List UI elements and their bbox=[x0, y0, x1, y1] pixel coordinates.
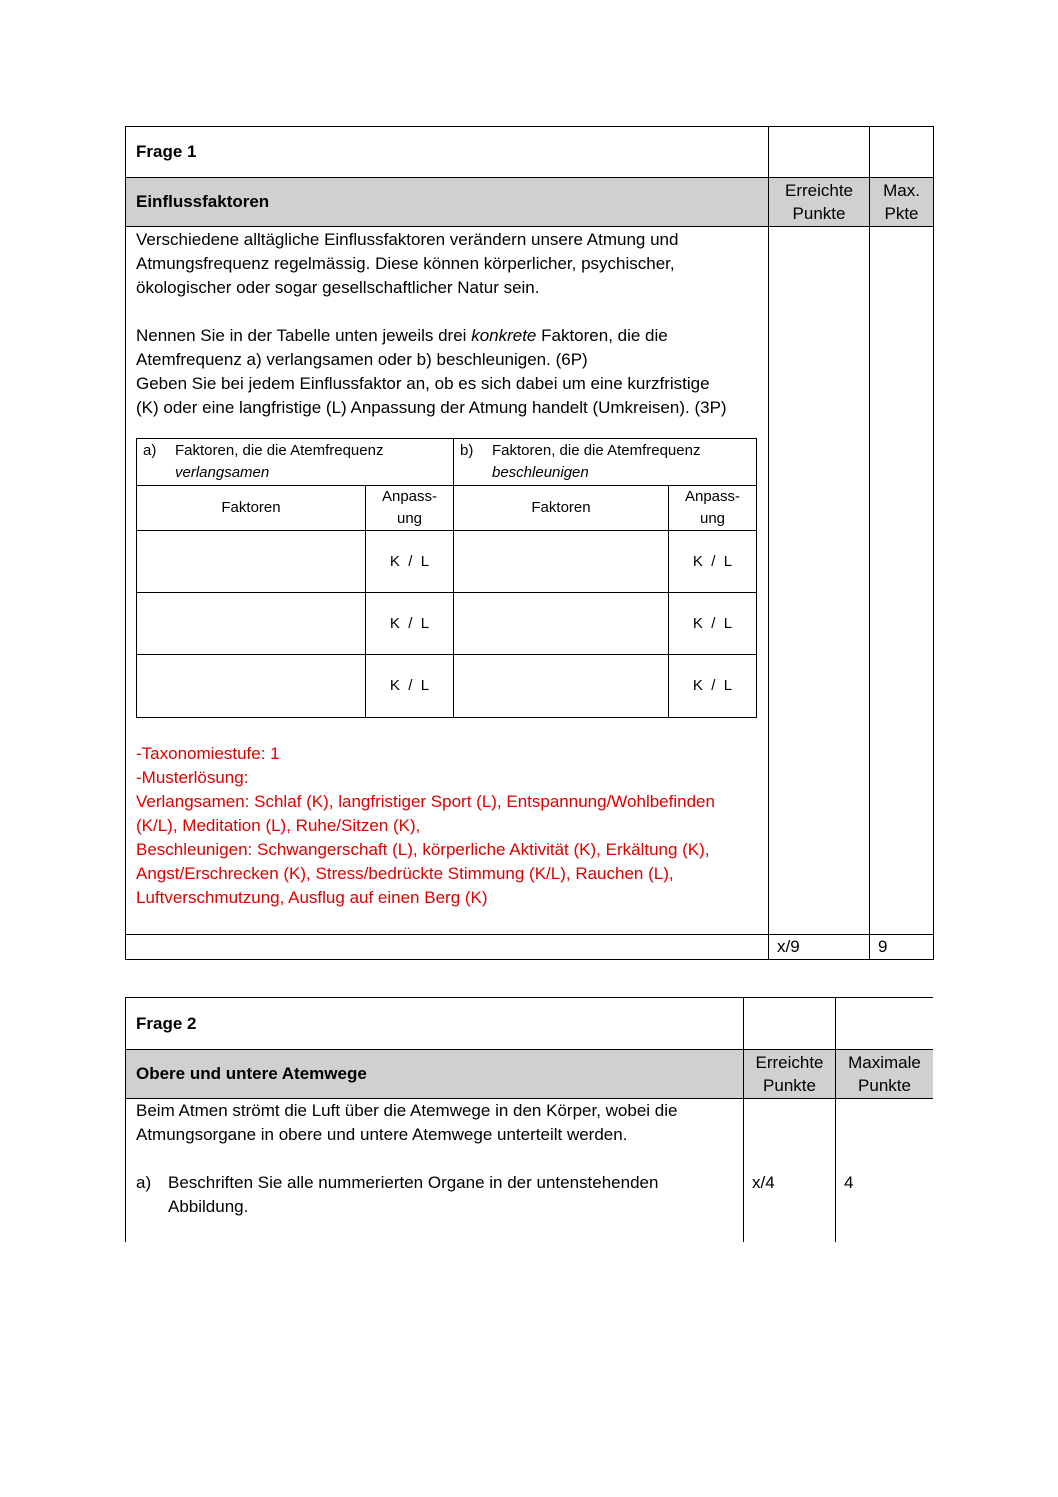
factor-b-input[interactable] bbox=[454, 655, 669, 718]
subtask-a-line: Beschriften Sie alle nummerierten Organe in der untenstehenden bbox=[168, 1173, 659, 1192]
max-points-label: Maximale Punkte bbox=[848, 1053, 921, 1095]
solution-line: -Musterlösung: bbox=[136, 768, 249, 787]
achieved-points-header bbox=[769, 178, 870, 227]
question-2-topic-cell bbox=[126, 1050, 744, 1099]
question-2-title: Frage 2 bbox=[136, 1013, 197, 1033]
factors-b-header bbox=[454, 439, 757, 486]
factors-b-heading: Faktoren, die die Atemfrequenz bbox=[492, 442, 701, 459]
question-2-empty-cell bbox=[836, 998, 934, 1050]
factors-a-letter: a) bbox=[143, 442, 157, 459]
task-2-line: (K) oder eine langfristige (L) Anpassung der Atmung handelt (Umkreisen). (3P) bbox=[136, 398, 727, 417]
question-1-title: Frage 1 bbox=[136, 142, 197, 161]
kl-choice-a[interactable]: K / L bbox=[366, 531, 454, 593]
col-adapt-b: Anpass- ung bbox=[669, 486, 757, 531]
factors-table bbox=[136, 438, 757, 718]
subtask-a-max-text: 4 bbox=[844, 1173, 854, 1192]
achieved-points-label: Erreichte Punkte bbox=[755, 1053, 824, 1095]
solution-line: Luftverschmutzung, Ausflug auf einen Berg (K) bbox=[136, 888, 488, 907]
intro-line: ökologischer oder sogar gesellschaftlicher Natur sein. bbox=[136, 278, 540, 297]
factor-a-input[interactable] bbox=[137, 593, 366, 655]
task-2-line: Geben Sie bei jedem Einflussfaktor an, ob es sich dabei um eine kurzfristige bbox=[136, 374, 710, 393]
col-factors-a: Faktoren bbox=[137, 486, 366, 531]
kl-choice-a[interactable]: K / L bbox=[366, 655, 454, 718]
intro-line: Beim Atmen strömt die Luft über die Atemwege in den Körper, wobei die bbox=[136, 1101, 678, 1120]
kl-choice-a[interactable]: K / L bbox=[366, 593, 454, 655]
factors-a-heading-em: verlangsamen bbox=[175, 464, 270, 481]
question-2-topic: Obere und untere Atemwege bbox=[136, 1064, 367, 1083]
achieved-points-label: Erreichte Punkte bbox=[784, 181, 854, 223]
factor-a-input[interactable] bbox=[137, 531, 366, 593]
subtask-a-score-text: x/4 bbox=[752, 1173, 775, 1192]
kl-choice-b[interactable]: K / L bbox=[669, 593, 757, 655]
max-points-label: Max. Pkte bbox=[883, 181, 920, 223]
question-1-title-cell bbox=[126, 127, 769, 178]
question-1-body bbox=[126, 227, 769, 935]
task-1-line: Nennen Sie in der Tabelle unten jeweils drei konkrete Faktoren, die die bbox=[136, 326, 668, 345]
question-1-topic-cell bbox=[126, 178, 769, 227]
achieved-points-header bbox=[744, 1050, 836, 1099]
solution-line: Beschleunigen: Schwangerschaft (L), körperliche Aktivität (K), Erkältung (K), bbox=[136, 840, 710, 859]
intro-line: Atmungsorgane in obere und untere Atemwege unterteilt werden. bbox=[136, 1125, 628, 1144]
factor-b-input[interactable] bbox=[454, 593, 669, 655]
factors-a-heading: Faktoren, die die Atemfrequenz bbox=[175, 442, 384, 459]
max-points-header bbox=[870, 178, 934, 227]
question-1-score[interactable]: x/9 bbox=[769, 935, 870, 960]
task-1-line: Atemfrequenz a) verlangsamen oder b) beschleunigen. (6P) bbox=[136, 350, 588, 369]
max-points-header bbox=[836, 1050, 934, 1099]
col-adapt-a: Anpass- ung bbox=[366, 486, 454, 531]
solution-line: Angst/Erschrecken (K), Stress/bedrückte Stimmung (K/L), Rauchen (L), bbox=[136, 864, 674, 883]
subtask-a-score[interactable] bbox=[744, 1099, 836, 1243]
max-points-cell bbox=[870, 227, 934, 935]
question-1-empty-cell bbox=[769, 127, 870, 178]
solution-line: -Taxonomiestufe: 1 bbox=[136, 744, 280, 763]
solution-line: Verlangsamen: Schlaf (K), langfristiger Sport (L), Entspannung/Wohlbefinden bbox=[136, 792, 715, 811]
question-2-table bbox=[125, 997, 933, 1242]
question-2-body bbox=[126, 1099, 744, 1243]
question-1-table bbox=[125, 126, 934, 960]
factors-b-letter: b) bbox=[460, 442, 474, 459]
question-1-max: 9 bbox=[870, 935, 934, 960]
question-2-wrapper bbox=[125, 997, 933, 1242]
subtask-a-letter: a) bbox=[136, 1173, 152, 1192]
col-factors-b: Faktoren bbox=[454, 486, 669, 531]
solution-line: (K/L), Meditation (L), Ruhe/Sitzen (K), bbox=[136, 816, 421, 835]
factor-a-input[interactable] bbox=[137, 655, 366, 718]
kl-choice-b[interactable]: K / L bbox=[669, 655, 757, 718]
question-2-title-cell bbox=[126, 998, 744, 1050]
subtask-a-line: Abbildung. bbox=[168, 1197, 249, 1216]
question-1-footer bbox=[126, 935, 769, 960]
achieved-points-cell[interactable] bbox=[769, 227, 870, 935]
subtask-a-max bbox=[836, 1099, 934, 1243]
question-1-topic: Einflussfaktoren bbox=[136, 192, 270, 211]
question-2-empty-cell bbox=[744, 998, 836, 1050]
kl-choice-b[interactable]: K / L bbox=[669, 531, 757, 593]
question-1-empty-cell bbox=[870, 127, 934, 178]
factor-b-input[interactable] bbox=[454, 531, 669, 593]
factors-b-heading-em: beschleunigen bbox=[492, 464, 589, 481]
intro-line: Atmungsfrequenz regelmässig. Diese können körperlicher, psychischer, bbox=[136, 254, 675, 273]
factors-a-header bbox=[137, 439, 454, 486]
solution-block bbox=[136, 742, 760, 910]
intro-line: Verschiedene alltägliche Einflussfaktoren verändern unsere Atmung und bbox=[136, 230, 679, 249]
